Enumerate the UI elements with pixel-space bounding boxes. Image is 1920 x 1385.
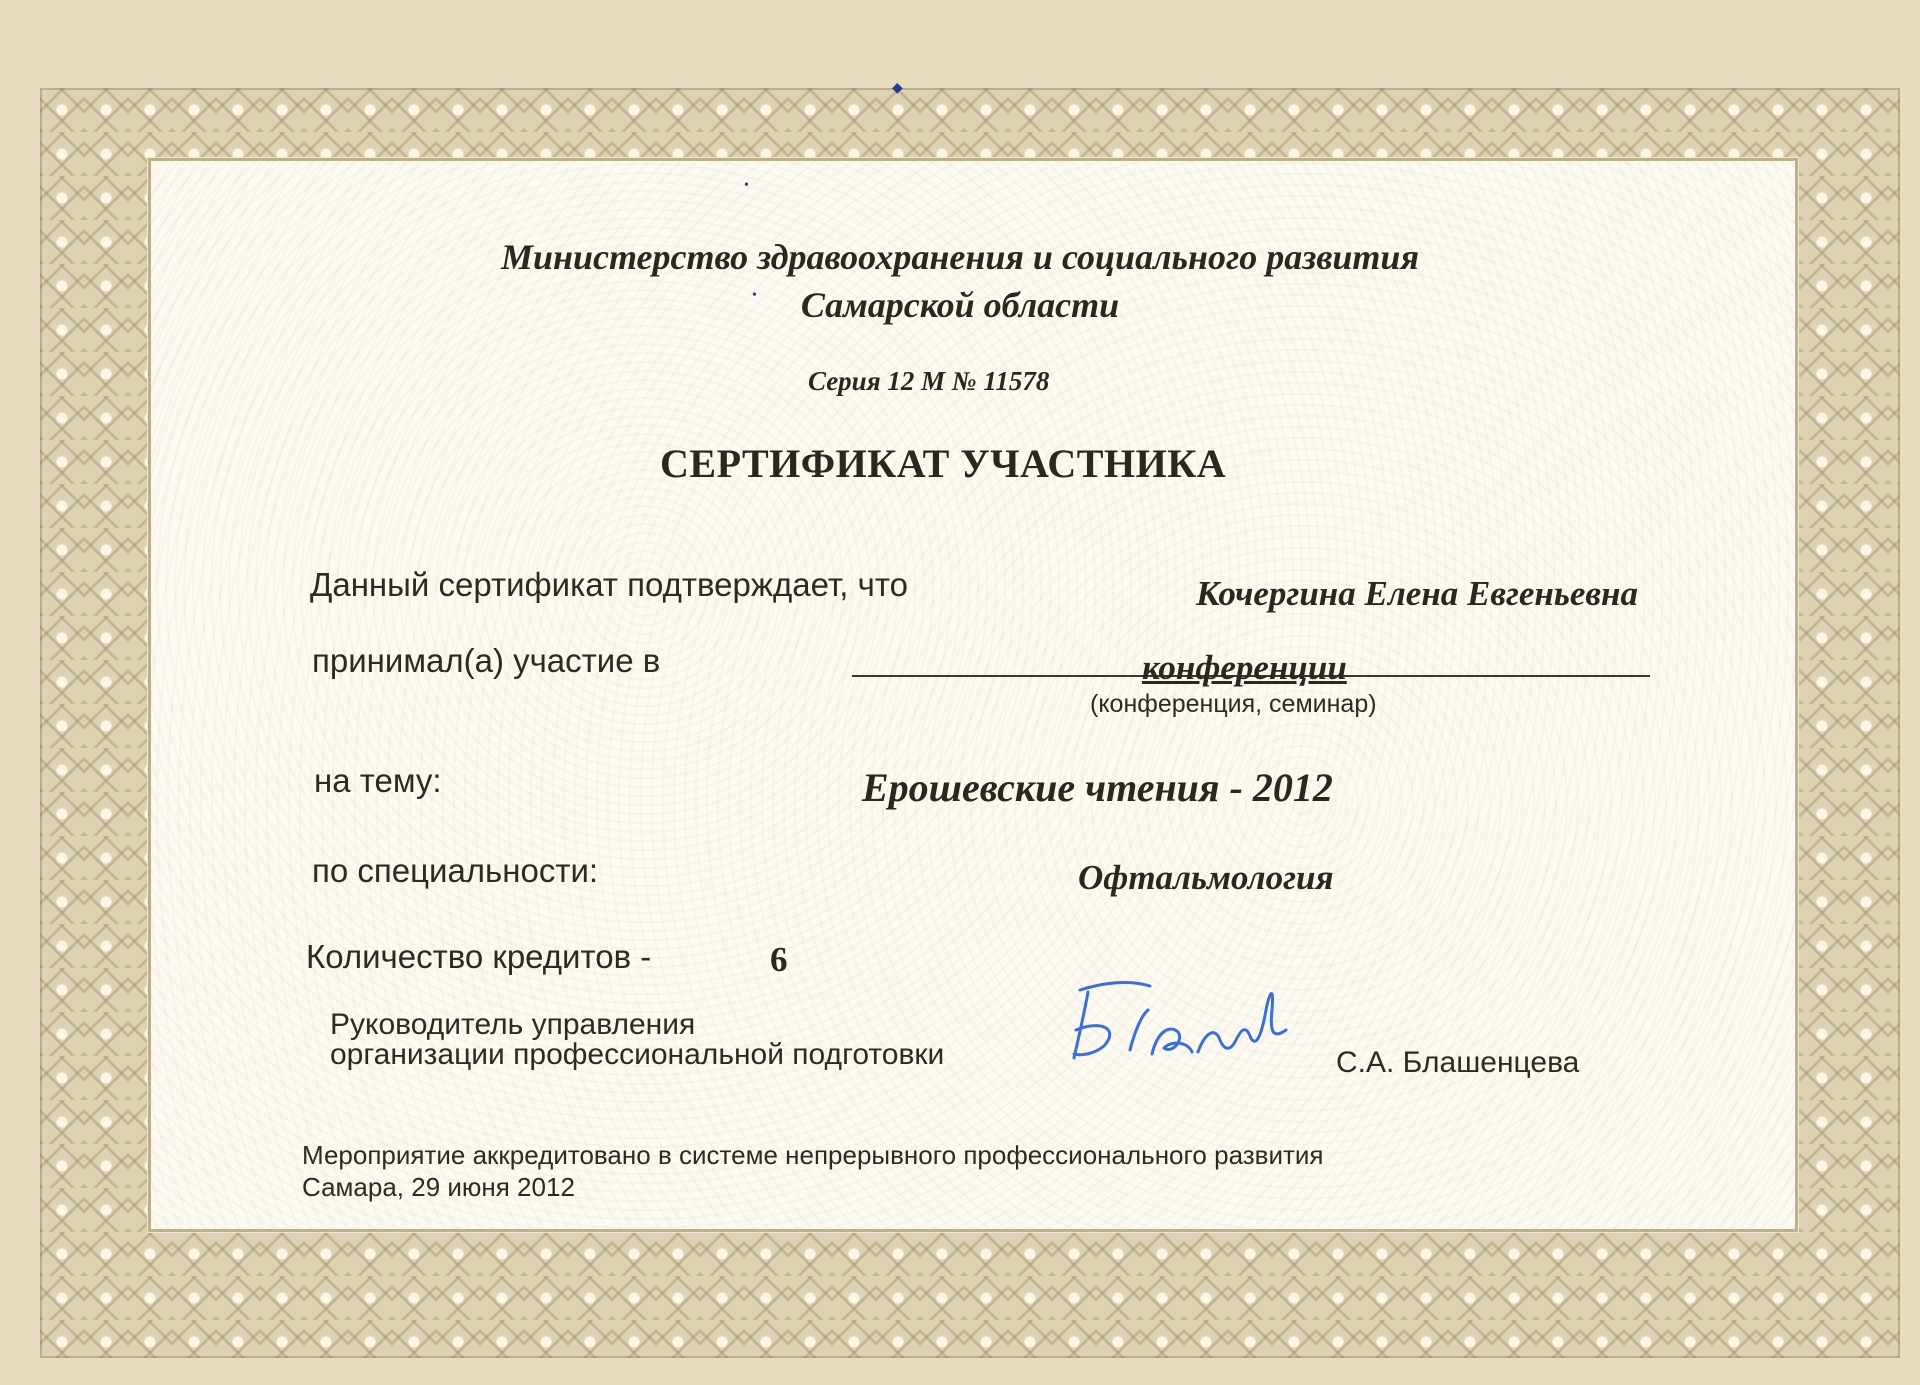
ink-speck: • xyxy=(752,288,757,303)
topic: Ерошевские чтения - 2012 xyxy=(862,765,1333,810)
ink-speck: ◆ xyxy=(892,81,903,96)
participated-label: принимал(а) участие в xyxy=(312,642,661,679)
ministry-region: Самарской области xyxy=(800,285,1120,325)
ministry-name: Министерство здравоохранения и социального развития xyxy=(500,237,1420,277)
ink-speck: • xyxy=(744,178,749,193)
credits-value: 6 xyxy=(770,940,788,979)
signatory-position-line2: организации профессиональной подготовки xyxy=(330,1038,945,1071)
certificate-title: СЕРТИФИКАТ УЧАСТНИКА xyxy=(660,441,1227,486)
confirms-label: Данный сертификат подтверждает, что xyxy=(310,566,908,603)
specialty: Офтальмология xyxy=(1078,858,1334,897)
signatory-name: С.А. Блашенцева xyxy=(1336,1046,1580,1079)
event-type: конференции xyxy=(1142,648,1347,687)
event-type-hint: (конференция, семинар) xyxy=(1090,690,1377,718)
specialty-label: по специальности: xyxy=(312,852,599,889)
place-date: Самара, 29 июня 2012 xyxy=(302,1172,575,1202)
certificate-series: Серия 12 М № 11578 xyxy=(808,366,1050,396)
topic-label: на тему: xyxy=(314,762,442,799)
handwritten-signature xyxy=(1060,970,1300,1070)
participant-name: Кочергина Елена Евгеньевна xyxy=(1196,574,1638,613)
credits-label: Количество кредитов - xyxy=(306,938,652,975)
signatory-position-line1: Руководитель управления xyxy=(330,1008,696,1041)
accreditation-note: Мероприятие аккредитовано в системе непрерывного профессионального развития xyxy=(302,1140,1324,1170)
